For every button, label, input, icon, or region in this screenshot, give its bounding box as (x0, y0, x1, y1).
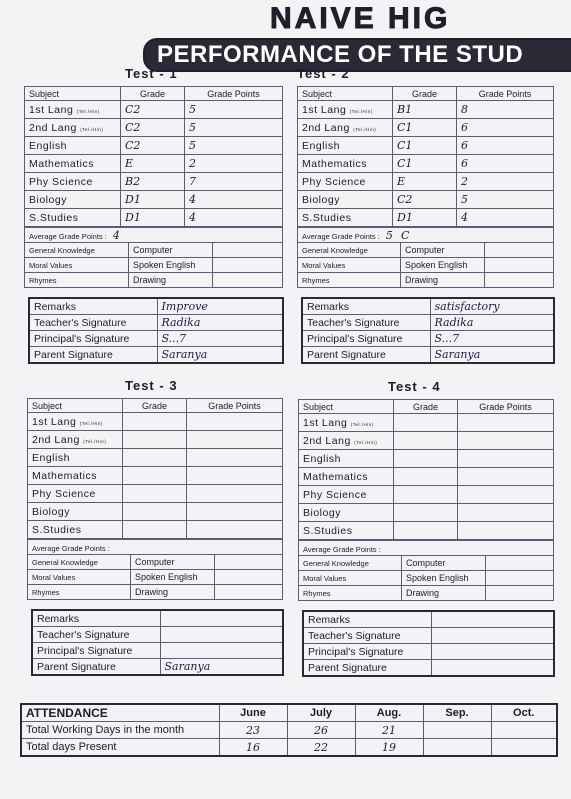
subject-row (25, 119, 283, 137)
subject-name: English (29, 139, 67, 152)
column-header-subject: Subject (25, 87, 121, 101)
grade-cell: C2 (121, 119, 185, 137)
subject-name: S.Studies (303, 524, 353, 537)
grade-cell (123, 521, 187, 539)
average-grade-points (299, 541, 554, 556)
signature-table-test-2 (301, 297, 555, 364)
value-remarks (160, 610, 283, 627)
subject-row (299, 468, 554, 486)
month-header: June (219, 704, 287, 722)
language-note: (Tel./Hin) (349, 108, 373, 114)
label-spoken: Spoken English (129, 258, 213, 273)
label-moral: Moral Values (25, 258, 129, 273)
value-teacher: Radika (430, 315, 554, 331)
label-principal: Principal's Signature (32, 643, 160, 659)
grade-points-cell: 7 (185, 173, 283, 191)
subject-cell (25, 209, 121, 227)
column-header-grade: Grade (121, 87, 185, 101)
subject-row (298, 191, 554, 209)
attendance-table (20, 703, 558, 757)
grade-cell (123, 503, 187, 521)
value-principal: S...7 (157, 331, 283, 347)
subject-row (28, 449, 283, 467)
subject-name: Phy Science (32, 487, 96, 500)
grades-table-test-1 (24, 86, 283, 227)
attendance-value: 19 (355, 739, 423, 757)
grade-cell: C1 (393, 137, 457, 155)
subject-cell (298, 209, 393, 227)
subject-cell (25, 101, 121, 119)
grade-points-cell: 2 (185, 155, 283, 173)
subject-name: S.Studies (302, 211, 352, 224)
value-parent: Saranya (157, 347, 283, 364)
label-parent: Parent Signature (32, 659, 160, 676)
subject-name: Mathematics (302, 157, 368, 170)
subject-name: S.Studies (29, 211, 79, 224)
grade-cell (394, 468, 458, 486)
value-principal (160, 643, 283, 659)
grade-points-cell: 6 (457, 137, 554, 155)
value-computer (485, 243, 554, 258)
grade-cell: C2 (393, 191, 457, 209)
grade-cell (123, 449, 187, 467)
subject-cell (25, 137, 121, 155)
subject-cell (25, 119, 121, 137)
grade-points-cell: 2 (457, 173, 554, 191)
grade-points-cell (187, 413, 283, 431)
grade-cell: B2 (121, 173, 185, 191)
average-label: Average Grade Points : (303, 544, 381, 554)
average-grade-points (28, 540, 283, 555)
subject-row (299, 450, 554, 468)
grade-points-cell: 5 (185, 137, 283, 155)
subject-cell (28, 413, 123, 431)
grade-points-cell: 4 (457, 209, 554, 227)
subject-name: Biology (303, 506, 341, 519)
average-label: Average Grade Points : (32, 543, 110, 553)
grade-cell: C2 (121, 101, 185, 119)
grade-cell (123, 485, 187, 503)
grade-points-cell: 6 (457, 155, 554, 173)
label-moral: Moral Values (298, 258, 401, 273)
column-header-grade-points: Grade Points (185, 87, 283, 101)
grade-cell: C1 (393, 119, 457, 137)
test-title-4: Test - 4 (388, 379, 441, 394)
grades-table-test-4 (298, 399, 554, 540)
subject-row (298, 137, 554, 155)
language-note: (Tel./Hin) (83, 438, 107, 444)
subject-cell (299, 450, 394, 468)
subject-row (25, 137, 283, 155)
label-teacher: Teacher's Signature (29, 315, 157, 331)
value-teacher (431, 628, 554, 644)
grade-points-cell: 5 (185, 101, 283, 119)
grade-points-cell: 5 (185, 119, 283, 137)
label-gk: General Knowledge (299, 556, 402, 571)
subject-row (28, 521, 283, 539)
attendance-value (423, 722, 491, 739)
label-remarks: Remarks (302, 298, 430, 315)
attendance-value: 22 (287, 739, 355, 757)
average-value: 4 (112, 228, 120, 242)
label-teacher: Teacher's Signature (303, 628, 431, 644)
label-drawing: Drawing (401, 273, 485, 288)
subject-row (298, 173, 554, 191)
subject-name: English (32, 451, 70, 464)
label-parent: Parent Signature (302, 347, 430, 364)
subject-cell (298, 191, 393, 209)
grade-points-cell: 5 (457, 191, 554, 209)
page-banner: PERFORMANCE OF THE STUD (143, 38, 571, 72)
subject-row (25, 155, 283, 173)
grade-cell: E (393, 173, 457, 191)
month-header: July (287, 704, 355, 722)
subject-row (25, 101, 283, 119)
school-name: NAIVE HIG (270, 2, 451, 35)
language-note: (Tel./Hin) (79, 420, 103, 426)
attendance-row (21, 739, 557, 757)
subject-cell (298, 137, 393, 155)
label-remarks: Remarks (303, 611, 431, 628)
value-drawing (485, 273, 554, 288)
grade-cell: D1 (121, 191, 185, 209)
subject-name: 1st Lang (303, 416, 348, 429)
subject-cell (28, 521, 123, 539)
test-title-3: Test - 3 (125, 378, 178, 393)
subject-cell (299, 486, 394, 504)
subject-cell (25, 173, 121, 191)
average-label: Average Grade Points : (302, 231, 380, 241)
subject-cell (299, 468, 394, 486)
label-drawing: Drawing (402, 586, 486, 601)
subject-row (299, 504, 554, 522)
subject-row (25, 173, 283, 191)
attendance-title: ATTENDANCE (21, 704, 219, 722)
grade-points-cell (458, 522, 554, 540)
language-note: (Tel./Hin) (76, 108, 100, 114)
month-header: Oct. (491, 704, 557, 722)
value-teacher: Radika (157, 315, 283, 331)
grade-cell: C1 (393, 155, 457, 173)
grade-cell (394, 432, 458, 450)
subject-row (28, 467, 283, 485)
attendance-row (21, 722, 557, 739)
label-gk: General Knowledge (25, 243, 129, 258)
grade-cell (394, 522, 458, 540)
average-label: Average Grade Points : (29, 231, 107, 241)
grade-cell: E (121, 155, 185, 173)
subject-row (28, 485, 283, 503)
grade-cell (123, 431, 187, 449)
label-computer: Computer (131, 555, 215, 570)
grade-points-cell: 4 (185, 191, 283, 209)
subject-cell (28, 431, 123, 449)
value-computer (215, 555, 283, 570)
signature-table-test-3 (31, 609, 284, 676)
subject-name: 1st Lang (302, 103, 347, 116)
subject-name: 2nd Lang (29, 121, 77, 134)
label-drawing: Drawing (131, 585, 215, 600)
average-grade: C (401, 228, 410, 242)
grade-points-cell: 4 (185, 209, 283, 227)
subject-cell (299, 504, 394, 522)
co-curricular-table-test-3 (27, 539, 283, 600)
column-header-grade-points: Grade Points (458, 400, 554, 414)
grade-points-cell (458, 450, 554, 468)
value-remarks: Improve (157, 298, 283, 315)
grade-cell (394, 504, 458, 522)
value-spoken (486, 571, 554, 586)
signature-table-test-1 (28, 297, 284, 364)
test-title-2: Test - 2 (297, 66, 350, 81)
grade-points-cell (187, 485, 283, 503)
grade-points-cell: 6 (457, 119, 554, 137)
value-computer (213, 243, 283, 258)
subject-name: 2nd Lang (303, 434, 351, 447)
label-gk: General Knowledge (298, 243, 401, 258)
subject-cell (28, 485, 123, 503)
subject-cell (299, 522, 394, 540)
label-parent: Parent Signature (303, 660, 431, 677)
subject-cell (298, 173, 393, 191)
column-header-grade: Grade (394, 400, 458, 414)
label-principal: Principal's Signature (303, 644, 431, 660)
label-rhymes: Rhymes (28, 585, 131, 600)
signature-table-test-4 (302, 610, 555, 677)
subject-row (25, 209, 283, 227)
label-computer: Computer (402, 556, 486, 571)
subject-name: 1st Lang (29, 103, 74, 116)
subject-cell (298, 155, 393, 173)
grade-cell: D1 (121, 209, 185, 227)
subject-row (298, 209, 554, 227)
subject-row (298, 155, 554, 173)
value-parent: Saranya (160, 659, 283, 676)
grade-cell: B1 (393, 101, 457, 119)
grade-points-cell (458, 432, 554, 450)
label-rhymes: Rhymes (298, 273, 401, 288)
grade-points-cell (187, 521, 283, 539)
label-rhymes: Rhymes (299, 586, 402, 601)
label-teacher: Teacher's Signature (302, 315, 430, 331)
grades-table-test-2 (297, 86, 554, 227)
attendance-row-label: Total days Present (21, 739, 219, 757)
grade-points-cell (187, 503, 283, 521)
subject-name: Mathematics (303, 470, 369, 483)
subject-cell (298, 101, 393, 119)
subject-name: Biology (32, 505, 70, 518)
subject-name: S.Studies (32, 523, 82, 536)
average-grade-points (298, 228, 554, 243)
label-computer: Computer (401, 243, 485, 258)
subject-cell (25, 191, 121, 209)
subject-name: 2nd Lang (32, 433, 80, 446)
attendance-value (491, 739, 557, 757)
subject-row (298, 119, 554, 137)
grade-cell: C2 (121, 137, 185, 155)
subject-row (28, 431, 283, 449)
label-moral: Moral Values (299, 571, 402, 586)
average-grade-points (25, 228, 283, 243)
column-header-subject: Subject (298, 87, 393, 101)
grade-points-cell (187, 467, 283, 485)
value-spoken (215, 570, 283, 585)
subject-cell (28, 503, 123, 521)
attendance-value: 26 (287, 722, 355, 739)
subject-row (298, 101, 554, 119)
value-drawing (215, 585, 283, 600)
subject-row (299, 522, 554, 540)
label-drawing: Drawing (129, 273, 213, 288)
subject-cell (28, 467, 123, 485)
value-parent (431, 660, 554, 677)
column-header-subject: Subject (299, 400, 394, 414)
column-header-grade-points: Grade Points (457, 87, 554, 101)
subject-name: 1st Lang (32, 415, 77, 428)
grade-cell (394, 414, 458, 432)
column-header-subject: Subject (28, 399, 123, 413)
subject-row (28, 503, 283, 521)
value-computer (486, 556, 554, 571)
subject-row (299, 414, 554, 432)
subject-name: Mathematics (29, 157, 95, 170)
column-header-grade: Grade (393, 87, 457, 101)
value-principal (431, 644, 554, 660)
grade-points-cell (187, 431, 283, 449)
value-remarks: satisfactory (430, 298, 554, 315)
attendance-value (491, 722, 557, 739)
subject-name: Phy Science (303, 488, 367, 501)
test-title-1: Test - 1 (125, 66, 178, 81)
attendance-value: 23 (219, 722, 287, 739)
attendance-value (423, 739, 491, 757)
label-principal: Principal's Signature (302, 331, 430, 347)
label-moral: Moral Values (28, 570, 131, 585)
language-note: (Tel./Hin) (353, 126, 377, 132)
value-remarks (431, 611, 554, 628)
co-curricular-table-test-2 (297, 227, 554, 288)
subject-row (299, 486, 554, 504)
column-header-grade-points: Grade Points (187, 399, 283, 413)
label-spoken: Spoken English (401, 258, 485, 273)
grade-points-cell (458, 414, 554, 432)
subject-cell (299, 432, 394, 450)
label-gk: General Knowledge (28, 555, 131, 570)
grade-cell: D1 (393, 209, 457, 227)
attendance-value: 16 (219, 739, 287, 757)
subject-row (25, 191, 283, 209)
subject-name: Phy Science (302, 175, 366, 188)
attendance-row-label: Total Working Days in the month (21, 722, 219, 739)
subject-name: English (302, 139, 340, 152)
label-spoken: Spoken English (131, 570, 215, 585)
grade-points-cell (187, 449, 283, 467)
month-header: Sep. (423, 704, 491, 722)
value-principal: S...7 (430, 331, 554, 347)
label-principal: Principal's Signature (29, 331, 157, 347)
label-teacher: Teacher's Signature (32, 627, 160, 643)
subject-cell (28, 449, 123, 467)
value-spoken (485, 258, 554, 273)
label-rhymes: Rhymes (25, 273, 129, 288)
subject-name: Biology (29, 193, 67, 206)
month-header: Aug. (355, 704, 423, 722)
grade-points-cell (458, 468, 554, 486)
label-computer: Computer (129, 243, 213, 258)
subject-cell (298, 119, 393, 137)
grade-cell (123, 467, 187, 485)
value-parent: Saranya (430, 347, 554, 364)
average-value: 5 (385, 228, 393, 242)
value-teacher (160, 627, 283, 643)
grade-points-cell (458, 504, 554, 522)
label-remarks: Remarks (29, 298, 157, 315)
value-drawing (486, 586, 554, 601)
grades-table-test-3 (27, 398, 283, 539)
grade-cell (123, 413, 187, 431)
label-parent: Parent Signature (29, 347, 157, 364)
subject-row (28, 413, 283, 431)
label-remarks: Remarks (32, 610, 160, 627)
attendance-value: 21 (355, 722, 423, 739)
column-header-grade: Grade (123, 399, 187, 413)
grade-points-cell: 8 (457, 101, 554, 119)
value-spoken (213, 258, 283, 273)
subject-name: Phy Science (29, 175, 93, 188)
language-note: (Tel./Hin) (80, 126, 104, 132)
co-curricular-table-test-4 (298, 540, 554, 601)
subject-name: Mathematics (32, 469, 98, 482)
subject-cell (25, 155, 121, 173)
grade-points-cell (458, 486, 554, 504)
language-note: (Tel./Hin) (354, 439, 378, 445)
subject-name: English (303, 452, 341, 465)
co-curricular-table-test-1 (24, 227, 283, 288)
subject-name: 2nd Lang (302, 121, 350, 134)
value-drawing (213, 273, 283, 288)
label-spoken: Spoken English (402, 571, 486, 586)
language-note: (Tel./Hin) (350, 421, 374, 427)
grade-cell (394, 486, 458, 504)
subject-name: Biology (302, 193, 340, 206)
grade-cell (394, 450, 458, 468)
subject-cell (299, 414, 394, 432)
subject-row (299, 432, 554, 450)
